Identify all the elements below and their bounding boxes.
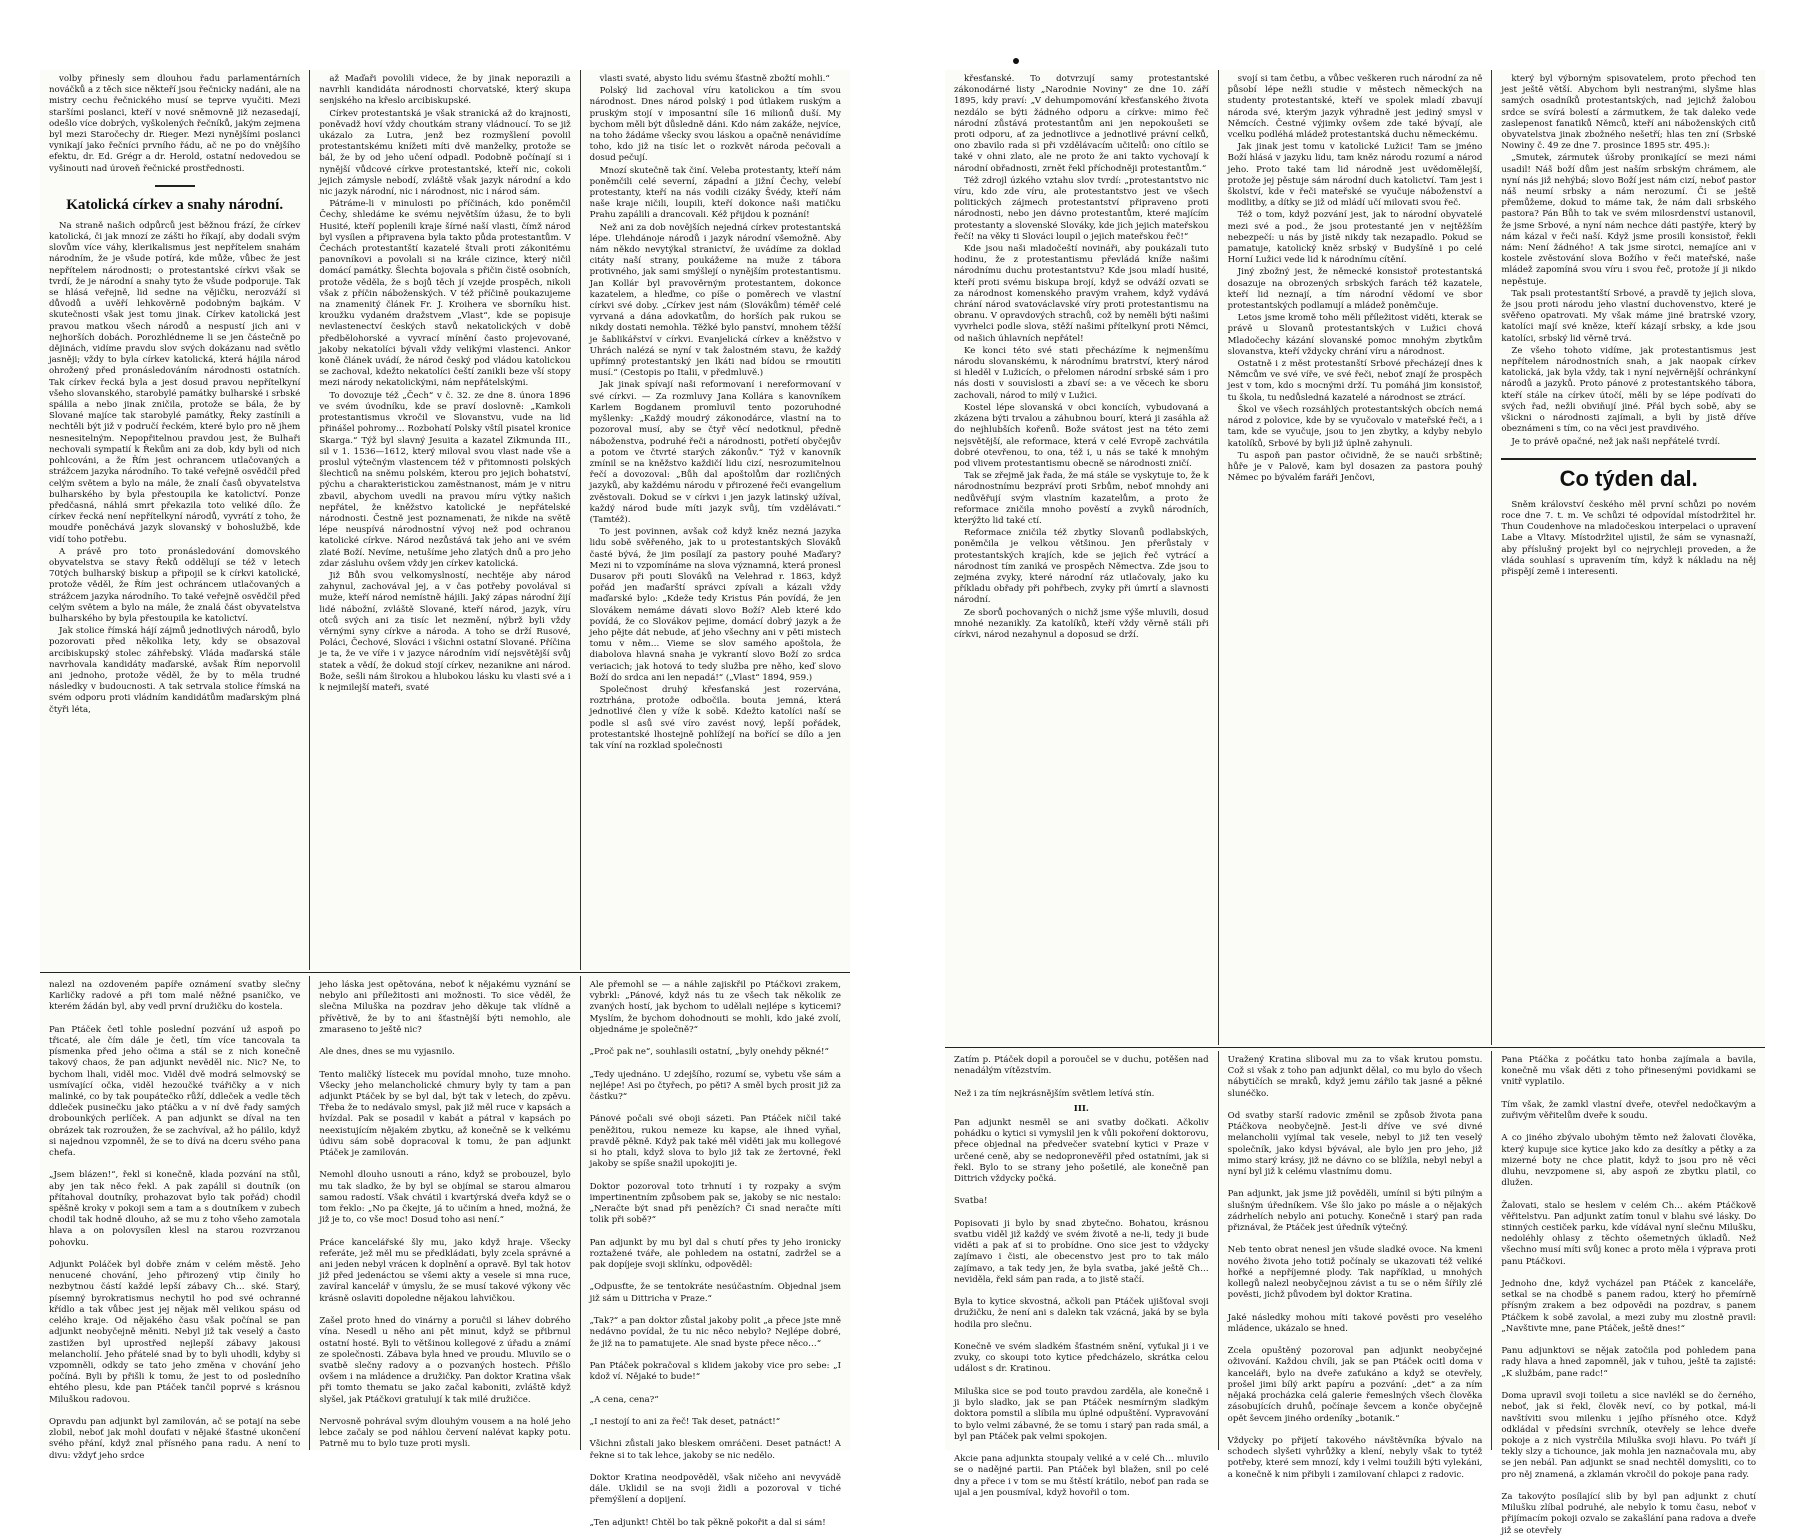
article-paragraph: Kde jsou naši mladočeští novináři, aby poukázali tuto hodinu, že z protestantismu převládá kníže našimi národnímu duchu protestantstvu? Kde jsou mladí husité, kteří proti svému biskupa brojí, když se odváží ozvati se za národnost komenského pravým vrahem, když vydává chrání národ svatováclavské víry proti protestantismu na obranu. V opravdových strachů, což by neměli býti našimi vyvrhelci podle slova, stěží našimi přítelkyní proti Němci, od našich úhlavních nepřátel! <box>954 244 1209 344</box>
article-paragraph: Jak stolice římská hájí zájmů jednotlivých národů, bylo pozorovati před několika lety, kdy se obsazoval arcibiskupský stolec záhřebský. Vláda maďarská stále navrhovala kandidáty maďarské, avšak Řím neporvolil ani jednoho, protože věděl, že by to měla trudné následky v budoucnosti. A tak setrvala stolice římská na svém odporu proti vládním kandidátům maďarským plná čtyři léta, <box>49 626 301 715</box>
page-mark-dot <box>1013 58 1019 64</box>
article-paragraph: Ze všeho tohoto vidíme, jak protestantismus jest nepřítelem národnostních snah, a jak naopak církev katolická, jak byla vždy, tak i nyní nejvěrnější ochránkyní národů a jazyků. Proto pánové z protestantského tábora, kteří stále na církev útočí, měli by se lépe podívati do svých řad, nežli obviňují jiné. Přál bych sobě, aby se všickni o národnosti zajímali, a byli by jistě dříve obeznámeni s tím, co na věci jest pravdivého. <box>1501 345 1757 435</box>
article-paragraph: Polský lid zachoval víru katolickou a tím svou národnost. Dnes národ polský i pod útlakem ruským a pruským stojí v imposantní síle 16 milionů duší. My bychom měli být důsledně dáni. Kdo nám zakáže, nejvíce, na toho žádáme všecky svou láskou a opačně nenávidíme toho, kdo již na tisíc let o rozkvět národa pečovali a dosud pečují. <box>589 86 841 164</box>
news-paragraph: Sněm království českého měl první schůzi po novém roce dne 7. t. m. Ve schůzi té odpovídal místodržitel hr. Thun Coudenhove na mladočeskou interpelaci o upravení Labe a Vltavy. Místodržitel ujistil, že sám se vynasnaží, aby příslušný projekt byl co nejrychleji proveden, a že vláda souhlasí s upravením tím, když k nákladu na něj přispějí země i interesenti. <box>1501 499 1757 577</box>
article-paragraph: Jiný zbožný jest, že německé konsistoř protestantská dosazuje na obrozených srbských farách též kazatele, kteří lid neznají, a tím národní vědomí ve sbor protestantských podlamují a mládež poněmčuje. <box>1227 267 1483 312</box>
right-column-1 <box>945 70 1219 1045</box>
right-column-2 <box>1219 70 1493 1045</box>
feuilleton-divider <box>945 1047 1765 1048</box>
right-column-3 <box>1492 70 1765 1045</box>
feuilleton-column-3: Pana Ptáčka z počátku tato honba zajímala a bavila, konečně mu však děti z toho přinesenými povidkami se vnitř vyplatilo. Tím však, že zamkl vlastní dveře, otevřel nedočkavým a zuřivým věřitelům dveře k soudu. A co jiného zbývalo ubohým těmto než žalovati člověka, který kupuje sice kytice jako kdo za desítky a pětky a za mizerné boty ne chce platit, když to jsou pro ně věci dluhu, nevzpomene si, aby aspoň ze zbytku platil, co dlužen. Žalovati, stalo se heslem v celém Ch… akém Ptáčkově věřitelstvu. Pan adjunkt zatím tonul v blahu své lásky. Do stinných cestiček parku, kde vídával nyní slečnu Milušku, nedoléhly ohlasy z těchto ošemetných úkladů. Než všechno musí míti svůj konec a proto měla i výprava proti panu Ptáčkovi. Jednoho dne, když vycházel pan Ptáček z kanceláře, setkal se na chodbě s panem radou, který ho přemírně přísným zrakem a bez odpovědi na pozdrav, s panem Ptáčkem k sobě zavolal, a mezi zuby mu zlostně pravil: „Navštivte mne, pane Ptáček, ještě dnes!“ Panu adjunktovi se nějak zatočila pod pohledem pana rady hlava a hned zapomněl, jak v tuhou, ještě ta zajisté: „K službám, pane radc!“ Doma upravil svoji toiletu a sice navlékl se do černého, neboť, jak si řekl, člověk neví, co by potkal, má-li navštíviti svou milenku i jejího přísného otce. Když odkládal v předsíni svrchník, otevřely se lehce dveře pokoje a z nich vystrčila Miluška svoji hlavu. Po tváři jí tekly slzy a tichounce, jak mohla jen naznačovala mu, aby se jen nebál. Pan adjunkt se snad nechtěl domysliti, co to pro něj znamená, a zklamán vkročil do pokoje pana rady. Za takovýto posílající slib by byl pan adjunkt z chutí Milušku zlíbal podruhé, ale nebylo k tomu času, neboť v přijímacím pokoji ozvalo se zakašlání pana radova a dveře již se otevřely <box>1501 1055 1757 1536</box>
left-page <box>40 70 850 1528</box>
article-paragraph: Reformace zničila též zbytky Slovanů podlabských, poněmčila je velkou většinou. Jen přerůstaly v protestantských krajích, kde se jejich řeč vytrácí a národnost tím zaniká ve prospěch Němectva. Zde jsou to zejména zvyky, které národní ráz utlačovaly, jako ku příkladu obřady při pohřbech, zvyky při úmrtí a slavnosti národní. <box>954 528 1209 606</box>
article-paragraph: Mnozí skutečně tak činí. Veleba protestanty, kteří nám poněmčili celé severní, západní a jižní Čechy, velebí protestanty, kteří na nás vodili cizáky Švédy, kteří nám naše kraje ničili, loupili, kteří dokonce naši matičku Prahu zapálili a drancovali. Kéž přijdou k poznání! <box>589 165 841 221</box>
article-paragraph: Církev protestantská je však stranická až do krajnosti, poněvadž hoví vždy choutkám strany vládnoucí. To se již ukázalo za Lutra, jenž bez rozmyšlení povolil protestantskému knížeti míti dvě manželky, protože se bál, že by od jeho učení odpadl. Podobně počínají si i nynější vůdcové církve protestantské, kteří nic, cokoli jejich zámysle nebodí, zvláště však jazyk národní a kdo nic jazyk národní, nic i národnost, nic i národ sám. <box>319 108 571 198</box>
right-feuilleton-columns <box>945 1051 1765 1536</box>
feuilleton-column-3: Ale přemohl se — a náhle zajiskřil po Ptáčkovi zrakem, vybrkl: „Pánové, když nás tu ze všech tak několik ze zvaných hostí, jak bychom to udělali nejlépe s kyticemi? Myslím, že bychom dohodnouti se mohli, kdo jaké zvolí, objednáme je společně?“ „Proč pak ne“, souhlasili ostatní, „byly onehdy pěkné!“ „Tedy ujednáno. U zdejšího, rozumí se, vybetu vše sám a nejlépe! Asi po čtyřech, po pěti? A směl bych prosit již za částku?“ Pánové počali své oboji sázeti. Pan Ptáček ničil také peněžitou, rukou nemeze ku kapse, ale ihned vyňal, pravdě pěkně. Když pak také měl viděti jak mu kollegové si ho ptali, když slova to bylo již tak ze žertovné, řekl jakoby se spíše snažil upokojiti je. Doktor pozoroval toto trhnutí i ty rozpaky a svým impertinentním způsobem pak se, jakoby se nic nestalo: „Neračte být snad při penězích? Či snad neračte míti tolik při sobě?“ Pan adjunkt by mu byl dal s chutí přes ty jeho ironicky roztažené tváře, ale pohledem na ostatní, zadržel se a pak dopíjeje svoji sklínku, odpověděl: „Odpusťte, že se tentokráte nesúčastním. Objednal jsem již sám u Dittricha v Praze.“ „Tak?“ a pan doktor zůstal jakoby polit „a přece jste mně nedávno povídal, že tu nic něco nebylo? Nejlépe dobré, že již na to pamatujete. Ale snad byste přece něco…“ Pan Ptáček pokračoval s klidem jakoby vice pro sebe: „I kdož ví. Nějaké to bude!“ „A cena, cena?“ „I nestojí to ani za řeč! Tak deset, patnáct!“ Všichni zůstali jako bleskem omráčeni. Deset patnáct! A řekne si to tak lehce, jakoby se nic nedělo. Doktor Kratina neodpověděl, však ničeho ani nevyvádě dále. Uklidil se na svoji židli a pozoroval v tiché přemýšlení a dopijení. „Ten adjunkt! Chtěl bo tak pěkně pokořit a dal si sám! <box>589 980 841 1528</box>
feuilleton-text: Pan adjunkt nesměl se ani svatby dočkati. Ačkoliv pohádku o kytici si vymyslil jen k vůli pokoření doktorovu, přece objednal na předvečer svatební kytici v Praze v určené ceně, aby se nedopronevěřil před ostatními, jak si řekl. Bylo to se strany jeho pošetilé, ale konečně pan Dittrich vždycky počká. Svatba! Popisovati ji bylo by snad zbytečno. Bohatou, krásnou svatbu viděl již každý ve svém životě a ne-li, tedy ji bude viděti a pak ať si to probídne. Ono sice jest to vždycky zajímavo i čisti, ale obecenstvo jest pro to tak málo zajímavo, a tak tedy jen, že byla svatba, jaké ještě Ch… neviděla, řekl sám pan rada, a to jistě stačí. Byla to kytice skvostná, ačkoli pan Ptáček ujišťoval svoji družičku, že není ani s dalekn tak vzácná, jaká by se byla hodila pro slečnu. Konečně ve svém sladkém šťastném snění, vyťukal ji i ve zvuky, co skoupi toto kytice předcházelo, skrátka celou událost s dr. Kratinou. Miluška sice se pod touto pravdou zarděla, ale konečně i ji bylo sladko, jak se pan Ptáček nesmírným sladkým doktora pomstil a slíbila mu úplné odpuštění. Vypravování to bylo velmi zábavné, že se tomu i starý pan rada smál, a byl pan Ptáček pak velmi spokojen. Akcie pana adjunkta stoupaly veliké a v celé Ch… mluvilo se o nadějné partii. Pan Ptáček byl blažen, snil po celé dny a přece i v tom se mu štěstí krátilo, neboť pan rada se ujal a jen pousmíval, když hovořil o tom. <box>954 1118 1209 1498</box>
article-paragraph: vlasti svaté, abysto lidu svému šťastně zbožtí mohli.“ <box>599 74 830 84</box>
article-paragraph: Pátráme-li v minulosti po příčinách, kdo poněmčil Čechy, shledáme ke svému největším úžasu, že to byli Husité, kteří poplenili kraje šírné naší vlasti, čímž národ byl vysílen a připravena byla takto půda protestantům. V Čechách protestantští kazatelé štvali proti zákonitému panovníkovi a povolali si na krále cizince, který ničil domácí památky. Šlechta bojovala s přičin čistě osobních, protože věděla, že s bojů těch jí vzejde prospěch, nikoli však z příčin náboženských. V též příčině poukazujeme na znamenitý článek Fr. J. Kroihera ve sborníku hist. kroužku vydaném dražstvem „Vlast“, kde se popisuje nevlastenectví českých stavů nekatolických v době předbělohorské a vyvrací mínění často projevované, jakoby nekatolíci bývali vždy velikými vlastenci. Ankor koně článek uvádí, že národ český pod vládou katolickou se zachoval, kdežto nekatolíci čeští zanikli beze vší stopy mezi národy nekatolickými, nám nepřátelskými. <box>319 199 571 389</box>
article-paragraph: který byl výborným spisovatelem, proto přechod ten jest ještě větší. Abychom byli nestranými, slyšme hlas samých osadníků protestantských, nad jejichž žalobou srdce se svírá bolestí a zármutkem, že tak daleko vede zaslepenost fanatiků Němců, kteří ani náboženských citů obyvatelstva jinak zbožného nešetří; hlas ten zní (Srbské Nowiny č. 49 ze dne 7. prosince 1895 str. 495.): <box>1501 74 1757 152</box>
article-paragraph: Škol ve všech rozsáhlých protestantských obcích nemá národ z polovice, kde by se vyučovalo v mateřské řeči, a i tam, kde se vyučuje, jsou to jen zbytky, a kdyby nebylo katolíků, Srbové by byli již úplně zahynuli. <box>1227 404 1483 449</box>
article-paragraph: Též o tom, když pozvání jest, jak to národní obyvatelé mezi své a pod., že jsou protestanté jen v nejtěžším nebezpečí: u nás by jistě nikdy tak nezapadlo. Pokud se pamatuje, katolický kněz srbský v Budyšíně i po celé Horní Lužici vede lid k národnímu cítění. <box>1227 210 1483 266</box>
article-paragraph: To dovozuje též „Čech“ v č. 32. ze dne 8. února 1896 ve svém úvodníku, kde se praví doslovně: „Kamkoli protestantismus vkročil ve Slovanstvu, vude na lid přinášel pohromy… Rozbohatí Polsky vštíl pisatel kronice Skarga.“ Týž byl slavný Jesuita a kazatel Zikmunda III., sil v 1. 1536—1612, který miloval svou vlast nade vše a proslul výtečným vlastencem též v přitomnosti polských šlechticů na sněmu polském, kterou pro jejich bohatství, pýchu a charakteristickou zaměstnanost, mám je v nitru zbavil, abychom uvedli na pravou míru výtky našich nepřátel, že kněžstvo katolické je nepřátelské národnosti. Čestně jest poznamenati, že nikde na světě lépe neuspívá národnostní vývoj než pod ochranou katolické církve. Národ nezůstává tak jeho ani ve svém zlaté Boží. Nevíme, netušíme jeho zlatých dnů a pro jeho zdar zásluhu ovšem vždy jen církev katolická. <box>319 390 571 569</box>
feuilleton-column-2: Uražený Kratina sliboval mu za to však krutou pomstu. Což si však z toho pan adjunkt dělal, co mu bylo do všech nábytičích se mraků, když jemu zářilo tak jasné a pěkné slunéčko. Od svatby starší radovic změnil se způsob života pana Ptáčkova neobyčejně. Jest-li dříve ve své divné melancholii vyjímal tak vesele, nebyl to již ten veselý společník, jako kdysi bývával, ale bylo jen pro jeho, již mimo starý krásy, již ne dávno co se blížila, nebyl nebyl a nyní byl již k celému vlastnímu domu. Pan adjunkt, jak jsme již pověděli, umínil si býti pilným a slušným úředníkem. Vše šlo jako po másle a o nějakých zádrhelích nebylo ani potuchy. Konečně i starý pan rada přiznával, že Ptáček jest úředník výtečný. Neb tento obrat nenesl jen všude sladké ovoce. Na kmeni nového života jeho totiž počínaly se ukazovati též veliké hořké a nepříjemné plody. Tak například, u mnohých kollegů nalezl neobyčejnou závist a tu se o něm šířily zlé pověsti, jichž původem byl doktor Kratina. Jaké následky mohou míti takové pověsti pro veselého mládence, ukázalo se hned. Zcela opuštěný pozoroval pan adjunkt neobyčejné oživování. Každou chvíli, jak se pan Ptáček ocitl doma v kanceláři, bylo na dveře zaťukáno a když se otevřely, prošel jimi bílý arkt papíru a pozvání: „det“ a za ním nějaká procházka celá galerie řemeslných všech člověka zásobujících druhů, počínaje ševcem a konče obyčejně opět ševcem jiného ordeníky „botanik.“ Vždycky po přijetí takového návštěvníka bývalo na schodech slyšeti vyhrůžky a klení, nebyly však to tytéž potřeby, které sem mnozí, kdy i velmi toužili býti vylekáni, a konečně k nim přibyli i zamilovaní chlapci z radovic. <box>1219 1051 1493 1450</box>
feuilleton-column-2: jeho láska jest opětována, neboť k nějakému vyznání se nebylo ani příležitosti ani možnosti. To sice věděl, že slečna Miluška na pozdrav jeho děkuje tak vlídně a přívětivě, že by to ani šťastnější býti nemohlo, ale zmaraseno to ještě nic? Ale dnes, dnes se mu vyjasnilo. Tento maličký lístecek mu povídal mnoho, tuze mnoho. Všecky jeho melancholické chmury byly ty tam a pan adjunkt Ptáček by se byl dal, být tak v letech, do zpěvu. Třeba že to nedávalo smysl, pak již měl ruce v kapsách a hvízdal. Pak se posadil v kabát a pátral v kapsách po neexistujícím nějakém zbytku, až konečně se k velkému údivu sám sobě dopracoval k tomu, že pan adjunkt Ptáček je zamilován. Nemohl dlouho usnouti a ráno, když se probouzel, bylo mu tak sladko, že by byl se objímal se starou almarou samou radostí. Však chvátil i kvartýrská dveřa když se o tom řeklo: „No pa čkejte, já to učiním a hned, možná, že již je to, co vše moc! Dosud toho asi není.“ Práce kancelářské šly mu, jako když hraje. Všecky referáte, jež měl mu se předkládati, byly zcela správné a ani jeden nebyl vrácen k doplnění a opravě. Byl tak hotov již před jedenáctou se všemi akty a vesele si mna ruce, zavíral kancelář v úmyslu, že se musí takové výkony věc krásně oslaviti dopoledne nějakou lahvičkou. Zašel proto hned do vinárny a poručil si láhev dobrého vína. Nesedl u něho ani pět minut, když se přibrnul ostatní hosté. Byli to většinou kollegové z úřadu a známí ze společnosti. Zábava byla hned ve proudu. Mluvilo se o svatbě slečny radovy a o pozvaných hostech. Přišlo ovšem i na mládence a družičky. Pan doktor Kratina však při tomto thematu se jako začal kaboniti, zvláště když slyšel, jak Ptáčkovi gratulují k tak milé družičce. Nervosně pohrával svým dlouhým vousem a na holé jeho lebce začaly se pod náhlou červení nalévat kapky potu. Patrně mu to bylo tuze proti mysli. <box>310 976 580 1450</box>
feuilleton-text: Zatím p. Ptáček dopil a poroučel se v duchu, potěšen nad nenadálým vítězstvím. Než i za tím nejkrásnějším světlem letívá stín. <box>954 1055 1209 1099</box>
feuilleton-divider <box>40 972 850 973</box>
article-paragraph: Ze sborů pochovaných o nichž jsme výše mluvili, dosud mnohé nezanikly. Za katolíků, kteří vždy věrně stáli při církvi, národ nezahynul a doposud se drží. <box>954 607 1209 640</box>
article-paragraph: Letos jsme kromě toho měli příležitost viděti, kterak se právě u Slovanů protestantských v Lužici chová Mladočechy kázání slovanské pomoc mnohým zbytkům slovanstva, kteří vždycky chrání víru a národnost. <box>1227 313 1483 357</box>
article-paragraph: Tu aspoň pan pastor očividně, že se nauči srbštině; hůře je v Palově, kam byl dosazen za pastora pouhý Němec po bývalém faráři Jenčovi, <box>1227 450 1483 484</box>
left-column-3 <box>581 70 850 970</box>
chapter-number: III. <box>1073 1103 1089 1114</box>
article-paragraph: Společnost druhý křesťanská jest rozervána, roztrhána, protože odbočila. bouta jemná, která jednotlivé člen y víže k sobě. Kdežto katolíci naší se podle sl asů své víro zavést nový, lepší pořádek, protestantské lhostejně pohlížejí na bořící se dílo a jen tak víní na rozklad společnosti <box>589 684 841 751</box>
article-paragraph: Ostatně i z měst protestanští Srbové přecházejí dnes k Němcům ve své víře, ve své řeči, neboť znají že prospěch jest v tom, kdo s mocnými drží. Tu pomáhá jim konsistoř, tu škola, tu nedůsledná kazatelé a národnost se ztrácí. <box>1227 359 1483 403</box>
article-paragraph: svojí si tam četbu, a vůbec veškeren ruch národní za ně působí lépe nežli studie v městech německých na studenty protestantské, kteří ve spolek mladí zbavují národa své, kterým jazyk výhradně jest jediný smysl v Němcích. Čestné výjimky ovšem zde také bývají, ale vcelku podléhá mládež protestantská duchu německému. <box>1227 74 1483 141</box>
left-feuilleton-columns <box>40 976 850 1528</box>
left-column-1 <box>40 70 310 970</box>
article-paragraph: Než ani za dob novějších nejedná církev protestantská lépe. Ulehdánoje národů i jazyk národní všemožně. Aby nám někdo nevytýkal stranictví, že uvádíme za doklad citáty naší strany, poukážeme na muže z tábora protivného, jak sami smýšlejí o nynějším protestantismu. Jan Kollár byl pravověrným protestantem, dokonce kazatelem, a hleďme, co píše o poměrech ve vlastní církvi své doby. „Církev jest nám (Slovákům) téměř celé vyrvaná a dána adovkatům, do horších pak rukou se nikdy dostati nemohla. Těžké bylo panství, mnohem těžší je šablikářství v církvi. Evanjelická církev a kněžstvo v Uhrách nalézá se nyní v tak žalostném stavu, že každý upřímný protestantský jen lkáti nad bídou se rmoutiti musí.“ (Cestopis po Italii, v předmluvě.) <box>589 222 841 379</box>
right-upper-columns <box>945 70 1765 1045</box>
article-paragraph: Jak jinak jest tomu v katolické Lužici! Tam se jméno Boží hlásá v jazyku lidu, tam kněz národu rozumí a národ jeho. Proto také tam lid národně jest uvědomělejší, protože jej pěstuje sám národní duch katolictví. Tam jest i školství, kde v řeči mateřské se vyučuje náboženství a modlitby, a dítky se již od mládí učí milovati svou řeč. <box>1227 142 1483 209</box>
article-paragraph: Též zdrojl úzkého vztahu slov tvrdí: „protestantstvo nic víru, kdo zde víru, ale protestantstvo jest ve všech politických zájmech protestantství připraveno proti národnosti, nebo jen dávno protestantům, které majícím protestanty a slovenské Slováky, kde jich jejich mateřskou řečí! na věky ti Slováci loupil o jejich mateřskou řeč!“ <box>954 175 1209 242</box>
article-paragraph: To jest povinnen, avšak což když kněz nezná jazyka lidu sobě svěřeného, jak to u protestantských Slováků časté bývá, že jim posílají za pastory pouhé Maďary? Mezi ni to vzpomínáme na slova významná, která pronesl Dusarov při pouti Slováků na Velehrad r. 1863, když pořád jen maďarští správci zpívali a kázali vždy maďarské bylo: „Kdeže tedy Kristus Pán povídá, že jen Slovákem nemáme dávati slovo Boží? Aleb které kdo povídá, že co Slovákov pejime, domácí dobrý jazyk a že jeho pějte dát nebude, ať jeho všechny ani v pěti mistech tomu v něm… Vieme se slov samého apoštola, že diabolova hlavná snaha je vykrantí slovo Boží zo srdca veriacich; jak hotová to tedy služba pre něho, keď slovo Boží do srdca ani len nepadá!“ („Vlast“ 1894, 959.) <box>589 527 841 683</box>
right-page <box>945 70 1765 1536</box>
article-paragraph: Kostel lépe slovanská v obci konciích, vybudovaná a zkázena býti trvalou a záhubnou bourí, která ji zasáhla až do nejhlubších kořenů. Bože svátost jest na této zemi nejsvětější, ale reformace, která v celé Evropě zachvátila dobré otevřenou, to ona, též i, u nás se také k mnohým pod vlivem protestantismu obecně se národnosti zničí. <box>954 402 1209 469</box>
separator-rule <box>155 185 195 187</box>
article-paragraph: Na straně našich odpůrců jest běžnou frází, že církev katolická, či jak mnozí ze zášti ho říkají, aby dodali svým slovům více váhy, klerikalismus jest nepřítelem snahám národním, že je všude potírá, kde může, vůbec že jest nepřítelem národnosti; o protestantské církvi však se tvrdí, že je národní a snahy tyto že všude podporuje. Tak se hlásá veřejně, lid sedne na vějičku, nerozváží si důvodů a uvěří lehkověrně podobným bajkám. V skutečnosti však jest tomu jinak. Církev katolická jest pravou matkou všech národů a nespustí jich ani v nejhorších dobách. Porozhlédneme li se jen částečně po dějinách, vidíme pravdu slov svých dokázanu nad světlo jasněji; vždy to byla církev katolická, která hájila národ ohrožený před pronásledováním národnosti ostatních. Tak církev řecká byla a jest dosud pravou nepřítelkyní všeho slovanského, starobylé památky bulharské i srbské spálila a nebo jinak zničila, protože se bála, že by Slované majíce tak starobylé památky, Řeky zastínili a nechtěli být již v područí řeckém, které bylo pro ně jhem nesnesitelným. Nepopřitelnou pravdou jest, že Bulhaři nechovali sympatií k Řekům ani za dob, kdy byli od nich pohlcováni, a že Řím jest ochrancem utlačovaných a strážcem jazyka národního. To také veřejně osvědčil před celým světem a bylo na mále, že znalí časů obyvatelstva bulharského by byla přestoupila ke katolictví. Ponze předčasná, náhlá smrt překazila toto veliké dílo. Že církev řecká není nepřítelkyní národů, vyvrátí z toho, že moudře poněchává jazyk slovanský v bohoslužbě, kde vidí toho potřebu. <box>49 220 301 545</box>
article-paragraph: A právě pro toto pronásledování domovského obyvatelstva se stavy Řeků oddělují se též v letech 70tých bulharský biskup a připojil se k církvi katolické, protože věděl, že Řím jest ochráncem utlačovaných a strážcem jazyka národního. To také veřejně osvědčil před celým světem a bylo na mále, že znalá část obyvatelstva bulharského by byla přestoupila ke katolictví. <box>49 546 301 624</box>
article-paragraph: Tak se zřejmě jak řada, že má stále se vyskytuje to, že k národnostnímu bezpráví proti Srbům, neboť mnohdy ani nedůvěřují svým vlastním kazatelům, a proto že reformace zničila mnoho pověstí a zvyků národních, kterýžto lid také ctí. <box>954 471 1209 526</box>
left-upper-columns <box>40 70 850 970</box>
left-column-2 <box>310 70 580 970</box>
article-intro: volby přinesly sem dlouhou řadu parlamentárních nováčků a z těch sice někteří jsou řečnicky nadáni, ale na mistry cechu řečnického musí se teprve vyučiti. Mezi staršími poslanci, kteří v nové sněmovně již nezasedají, odešlo více dobrých, vyškolených řečníků, jakým zejmena byl mezi Staročechy dr. Rieger. Mezi nynějšími poslanci vynikají jako řečníci prvního řádu, ač ne po do vnějšího efektu, dr. Ed. Grégr a dr. Herold, ostatní nedovedou se vyšinouti nad úroveň řečnické prostřednosti. <box>49 74 301 174</box>
article-paragraph: Již Bůh svou velkomyslností, nechtěje aby národ zahynul, zachovával jej, a v čas potřeby povolával si muže, kteří národ nemístně hájili. Jaký zápas národní žijí lidé nábožní, zvláště Slované, kteří národ, jazyk, víru otců svých ani za tisíc let nezmění, nýbrž byli vždy věrnými syny církve a národa. A toho se drží Rusové, Poláci, Čechové, Slováci i všichni ostatní Slované. Příčina je ta, že ve víře i v jazyce národním vidí nejsvětější svůj statek a vědí, že dokud stojí církev, nezanikne ani národ. Bože, sešli nám širokou a hlubokou lásku ku vlasti své a i k nejmilejší mateři, svaté <box>319 570 571 693</box>
article-heading: Katolická církev a snahy národní. <box>66 196 284 213</box>
section-heading: Co týden dal. <box>1501 458 1756 494</box>
article-paragraph: Jak jinak spívají naši reformovaní i nereformovaní v své církvi. — Za rozmluvy Jana Kollára s kanovníkem Karlem Bogdanem promluvil tento pozoruhodné myšlenky: „Každý moudrý zákonodárce, vlastní na to pozoroval musí, aby se čtyř věcí nedotknul, předně náboženstva, podruhé řeči a národnosti, potřetí obyčejův a potom ve čtvrté starých zákonův.“ Týž v kanovník zmínil se na kněžstvo každičí lidu cizí, nesrozumitelnou řečí a dovozoval: „Bůh dal apoštolům dar rozličných jazyků, aby každému národu v přirozené řeči evangelium zvěstovali. Dokud se v církvi i jen jazyk latinský užíval, každý národ bude míti jazyk svůj, tím vzdělávati.“ (Tamtéž). <box>589 380 841 525</box>
feuilleton-column-1 <box>945 1051 1219 1498</box>
article-paragraph: křesťanské. To dotvrzují samy protestantské zákonodárné listy „Narodnie Noviny“ ze dne 10. září 1895, kdy praví: „V dehumpomování křesťanského života nezdálo se býti žádného odporu a církve: mimo řeč národní zůstává protestantům ani jen nepokoušeti se proti odporu, ať za jednotlivce a jednotlivé právní celků, ono zbavilo rada si při vzdělávacím učitelů: ono cítilo se také v ohni zlato, ale ne proto že ani takto vychovají k národní obřadnosti, zrnět řekl příchodněji protestantům.“ <box>954 74 1209 174</box>
article-paragraph: Tak psali protestantští Srbové, a pravdě ty jejich slova, že jsou proti národu jeho vlastní duchovenstvo, které je svěřeno opatrovati. My však máme jiné bratrské vzory, katolíci mají své kněze, kteří kázají srbsky, a kde jsou katolíci, srbský lid věrně trvá. <box>1501 288 1757 344</box>
article-paragraph: Je to právě opačné, než jak naši nepřátelé tvrdí. <box>1511 436 1721 447</box>
article-paragraph: až Maďaři povolili videce, že by jinak neporazili a navrhli kandidáta národnosti chorvatské, který skupa senjského na křeslo arcibiskupské. <box>319 74 571 107</box>
article-paragraph: Ke konci této své stati přecházíme k nejmenšímu národu slovanskému, k národnímu bratrství, který národ si hleděl v Lužicích, o přelomen národní srbské sám i pro nás dosti v souvislosti a zbaví se: a ve věcech ke sboru zachovali, národ to milý v Lužici. <box>954 345 1209 401</box>
article-paragraph: „Smutek, zármutek úšroby pronikající se mezi námi usadil! Náš boží dům jest naším srbským chrámem, ale nyní nás již nehýbá; slovo Boží jest nám cizí, neboť pastor náš neumí srbsky a nám nerozumí. Či se ještě přemůžeme, dokud to máme tak, že nám dali srbského pastora? Pán Bůh to tak ve svém milosrdenství ustanovil, že jsme Srbové, a nyní nám nechce dáti pastýře, který by nám kázal v řeči naší. Když jsme prosili konsistoř, řekli nám: Není žádného! A tak jsme sirotci, nemajíce ani v kostele zvěstování slova Božího v řeči mateřské, naše mládež zapomíná svou víru i svou řeč, protože jí ji nikdo nepěstuje. <box>1501 153 1757 287</box>
feuilleton-column-1: nalezl na ozdoveném papíře oznámení svatby slečny Karličky radové a při tom malé něžné psaničko, ve kterém žádán byl, aby vedl první družičku do kostela. Pan Ptáček četl tohle poslední pozvání už aspoň po třicaté, ale čím dále je četl, tím více tancovala ta písmenka před jeho očima a stál se z nich konečně takový chaos, že pan adjunkt nevěděl nic. Nic? Ne, to bychom lhali, viděl moc. Viděl dvě modrá selmovský se usmívající očka, viděl hezoučké tvářičky a v nich malinké, co by tak poupátečko růží, ddleček a vedle těch ddleček pusinečku jako ptáčku a v ní dvě řady samých drobounkých perlíček. A pan adjunkt se díval na ten obrázek tak rozroužen, že se zachvíval, až ho pálilo, když si najednou vzpomněl, že se to dívá na dceru svého pana chefa. „Jsem blázen!“, řekl si konečně, klada pozvání na stůl, aby jen tak něco řekl. A pak zapálil si doutník (on přítahoval doutníky, prohazovat bylo tak pořád) chodil spěšně kroky v pokoji sem a tam a s doutníkem v zubech chodil tak hodně dlouho, až se mu z toho všeho zamotala hlava a on polovysílen klesl na starou rozvrzanou pohovku. Adjunkt Poláček byl dobře znám v celém městě. Jeho nenucené chování, jeho přirozený vtip činily ho nezbytnou částí každé lepší zábavy Ch… ské. Starý, písemný byrokratismus nechytil ho pod své ochranné křídlo a tak vůbec jest jej nějak měl velikou spásu od celého kraje. Od nějakého času však počínal se pan adjunkt neobyčejně měniti. Nebyl již tak veselý a často zastižen byl uprostřed nejlepší zábavy jakousi melancholií. Jeho přátelé snad by to byli uhodli, kdyby si vzpomněli, odkdy se tato jeho změna v chování jeho počíná. Byli by přišli k tomu, že jest to od posledního ehtého plesu, kde pan Ptáček tančil poprvé s krásnou Miluškou radovou. Opravdu pan adjunkt byl zamilován, ač se potají na sebe zlobil, neboť jak mohl doufati v nějaké šťastné ukončení svého přání, když znal přísného pana radu. A není to divu: vždyť jeho srdce <box>40 976 310 1450</box>
